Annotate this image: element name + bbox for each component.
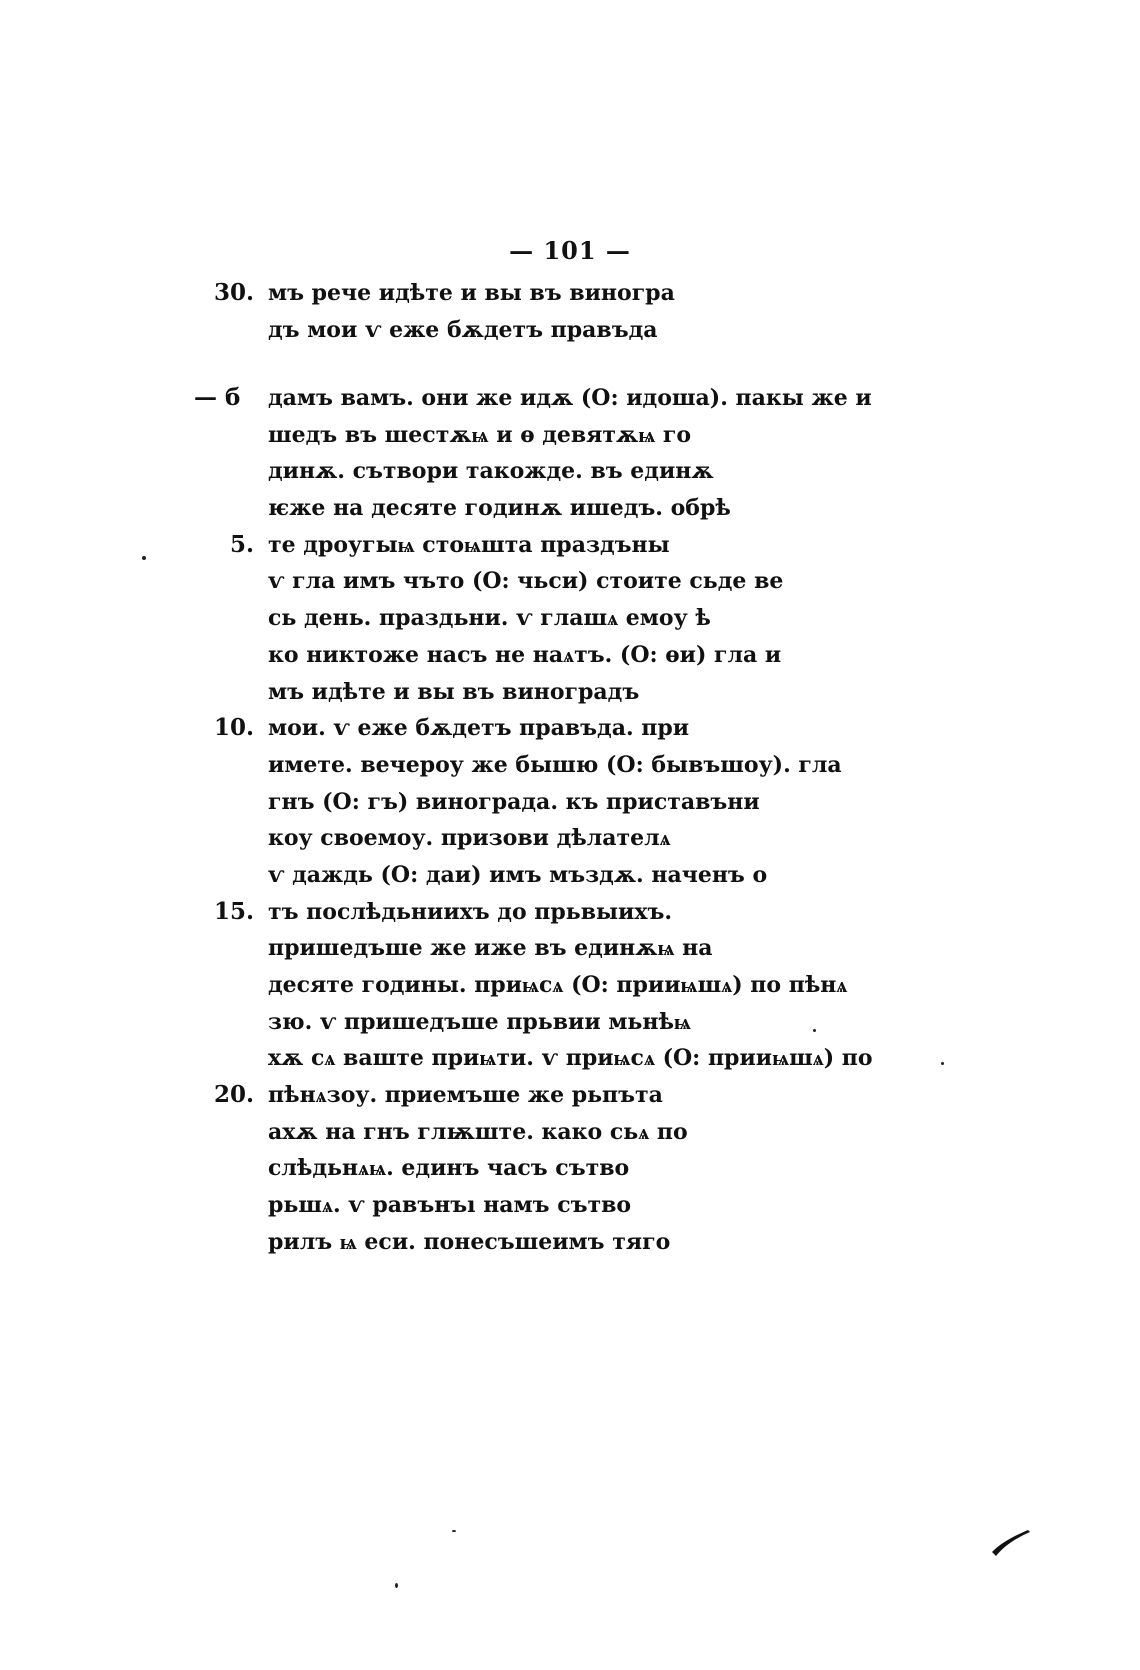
line-text: сь день. праздьни. ѵ глашѧ емоу ѣ	[268, 605, 711, 632]
text-line	[200, 784, 960, 821]
ink-speck	[395, 1583, 398, 1588]
text-line	[200, 820, 960, 857]
text-line	[200, 275, 960, 312]
text-line	[200, 1150, 960, 1187]
line-text: ко никтоже насъ не наѧтъ. (О: ѳи) гла и	[268, 641, 782, 668]
page-number: — 101 —	[509, 236, 631, 265]
text-line	[200, 563, 960, 600]
line-number: 20.	[213, 1081, 254, 1109]
line-text: хѫ сѧ ваште приѩти. ѵ приѩсѧ (О: прииѩшѧ) по	[268, 1045, 873, 1072]
line-text: слѣдьнѧѩ. единъ часъ сътво	[268, 1155, 630, 1182]
text-line	[200, 600, 960, 637]
line-number: 10.	[213, 714, 254, 742]
text-line	[200, 490, 960, 527]
line-text: дамъ вамъ. они же идѫ (О: идоша). пакы же и	[268, 385, 872, 411]
line-text: тъ послѣдьниихъ до прьвыихъ.	[268, 898, 673, 925]
line-text: ѵ гла имъ чъто (О: чьси) стоите сьде ве	[268, 568, 784, 595]
line-text: пришедъше же иже въ единѫѩ на	[268, 935, 713, 962]
line-text: зю. ѵ пришедъше прьвии мьнѣѩ	[268, 1008, 691, 1035]
text-line	[200, 1114, 960, 1151]
line-text: мъ идѣте и вы въ виноградъ	[268, 678, 640, 705]
text-line	[200, 417, 960, 454]
line-text: пѣнѧзоу. приемъше же рьпъта	[268, 1082, 663, 1109]
text-line	[200, 1187, 960, 1224]
text-line	[200, 453, 960, 490]
text-line	[200, 1040, 960, 1077]
text-line	[200, 1077, 960, 1114]
text-line	[200, 312, 960, 349]
line-text: имете. вечероу же бышю (О: бывъшоу). гла	[268, 751, 842, 778]
line-marker: — б	[194, 384, 241, 411]
ink-speck	[813, 1029, 816, 1032]
line-text: те дроугыѩ стоѩшта праздъны	[268, 531, 670, 558]
line-text: десяте годины. приѩсѧ (О: прииѩшѧ) по пѣнѧ	[268, 972, 848, 998]
line-number: 30.	[213, 279, 254, 306]
ink-speck	[941, 1062, 944, 1065]
line-text: гнъ (О: гъ) винограда. къ приставъни	[268, 788, 760, 815]
line-text: ѵ даждь (О: даи) имъ мъздѫ. наченъ о	[268, 861, 768, 888]
section-b	[194, 380, 960, 1261]
text-line	[194, 380, 960, 417]
line-number: 5.	[229, 530, 254, 558]
line-text: шедъ въ шестѫѩ и ѳ девятѫѩ го	[268, 421, 692, 448]
text-line	[200, 747, 960, 784]
line-text: дъ мои ѵ еже бѫдетъ правъда	[268, 316, 658, 343]
line-text: мъ рече идѣте и вы въ виногра	[268, 280, 675, 306]
line-text: мои. ѵ еже бѫдетъ правъда. при	[268, 715, 690, 742]
text-line	[200, 674, 960, 711]
ink-speck	[452, 1530, 456, 1532]
text-line	[200, 1224, 960, 1261]
ink-stroke-mark	[988, 1520, 1038, 1560]
text-line	[200, 894, 960, 931]
line-text: ѥже на десяте годинѫ ишедъ. обрѣ	[268, 495, 731, 522]
line-text: рьшѧ. ѵ равънъı намъ сътво	[268, 1192, 632, 1219]
section-a	[200, 275, 960, 348]
text-line	[200, 930, 960, 967]
ink-speck	[142, 556, 146, 560]
text-line	[200, 637, 960, 674]
text-line	[200, 710, 960, 747]
text-line	[200, 1004, 960, 1041]
line-text: коу своемоу. призови дѣлателѧ	[268, 825, 671, 852]
line-number: 15.	[213, 897, 254, 925]
text-line	[200, 967, 960, 1004]
text-line	[200, 857, 960, 894]
line-text: динѫ. сътвори такожде. въ единѫ	[268, 458, 714, 485]
line-text: рилъ ѩ еси. понесъшеимъ тяго	[268, 1228, 671, 1255]
line-text: ахѫ на гнъ глѭште. како сьѧ по	[268, 1118, 688, 1145]
text-line	[200, 527, 960, 564]
